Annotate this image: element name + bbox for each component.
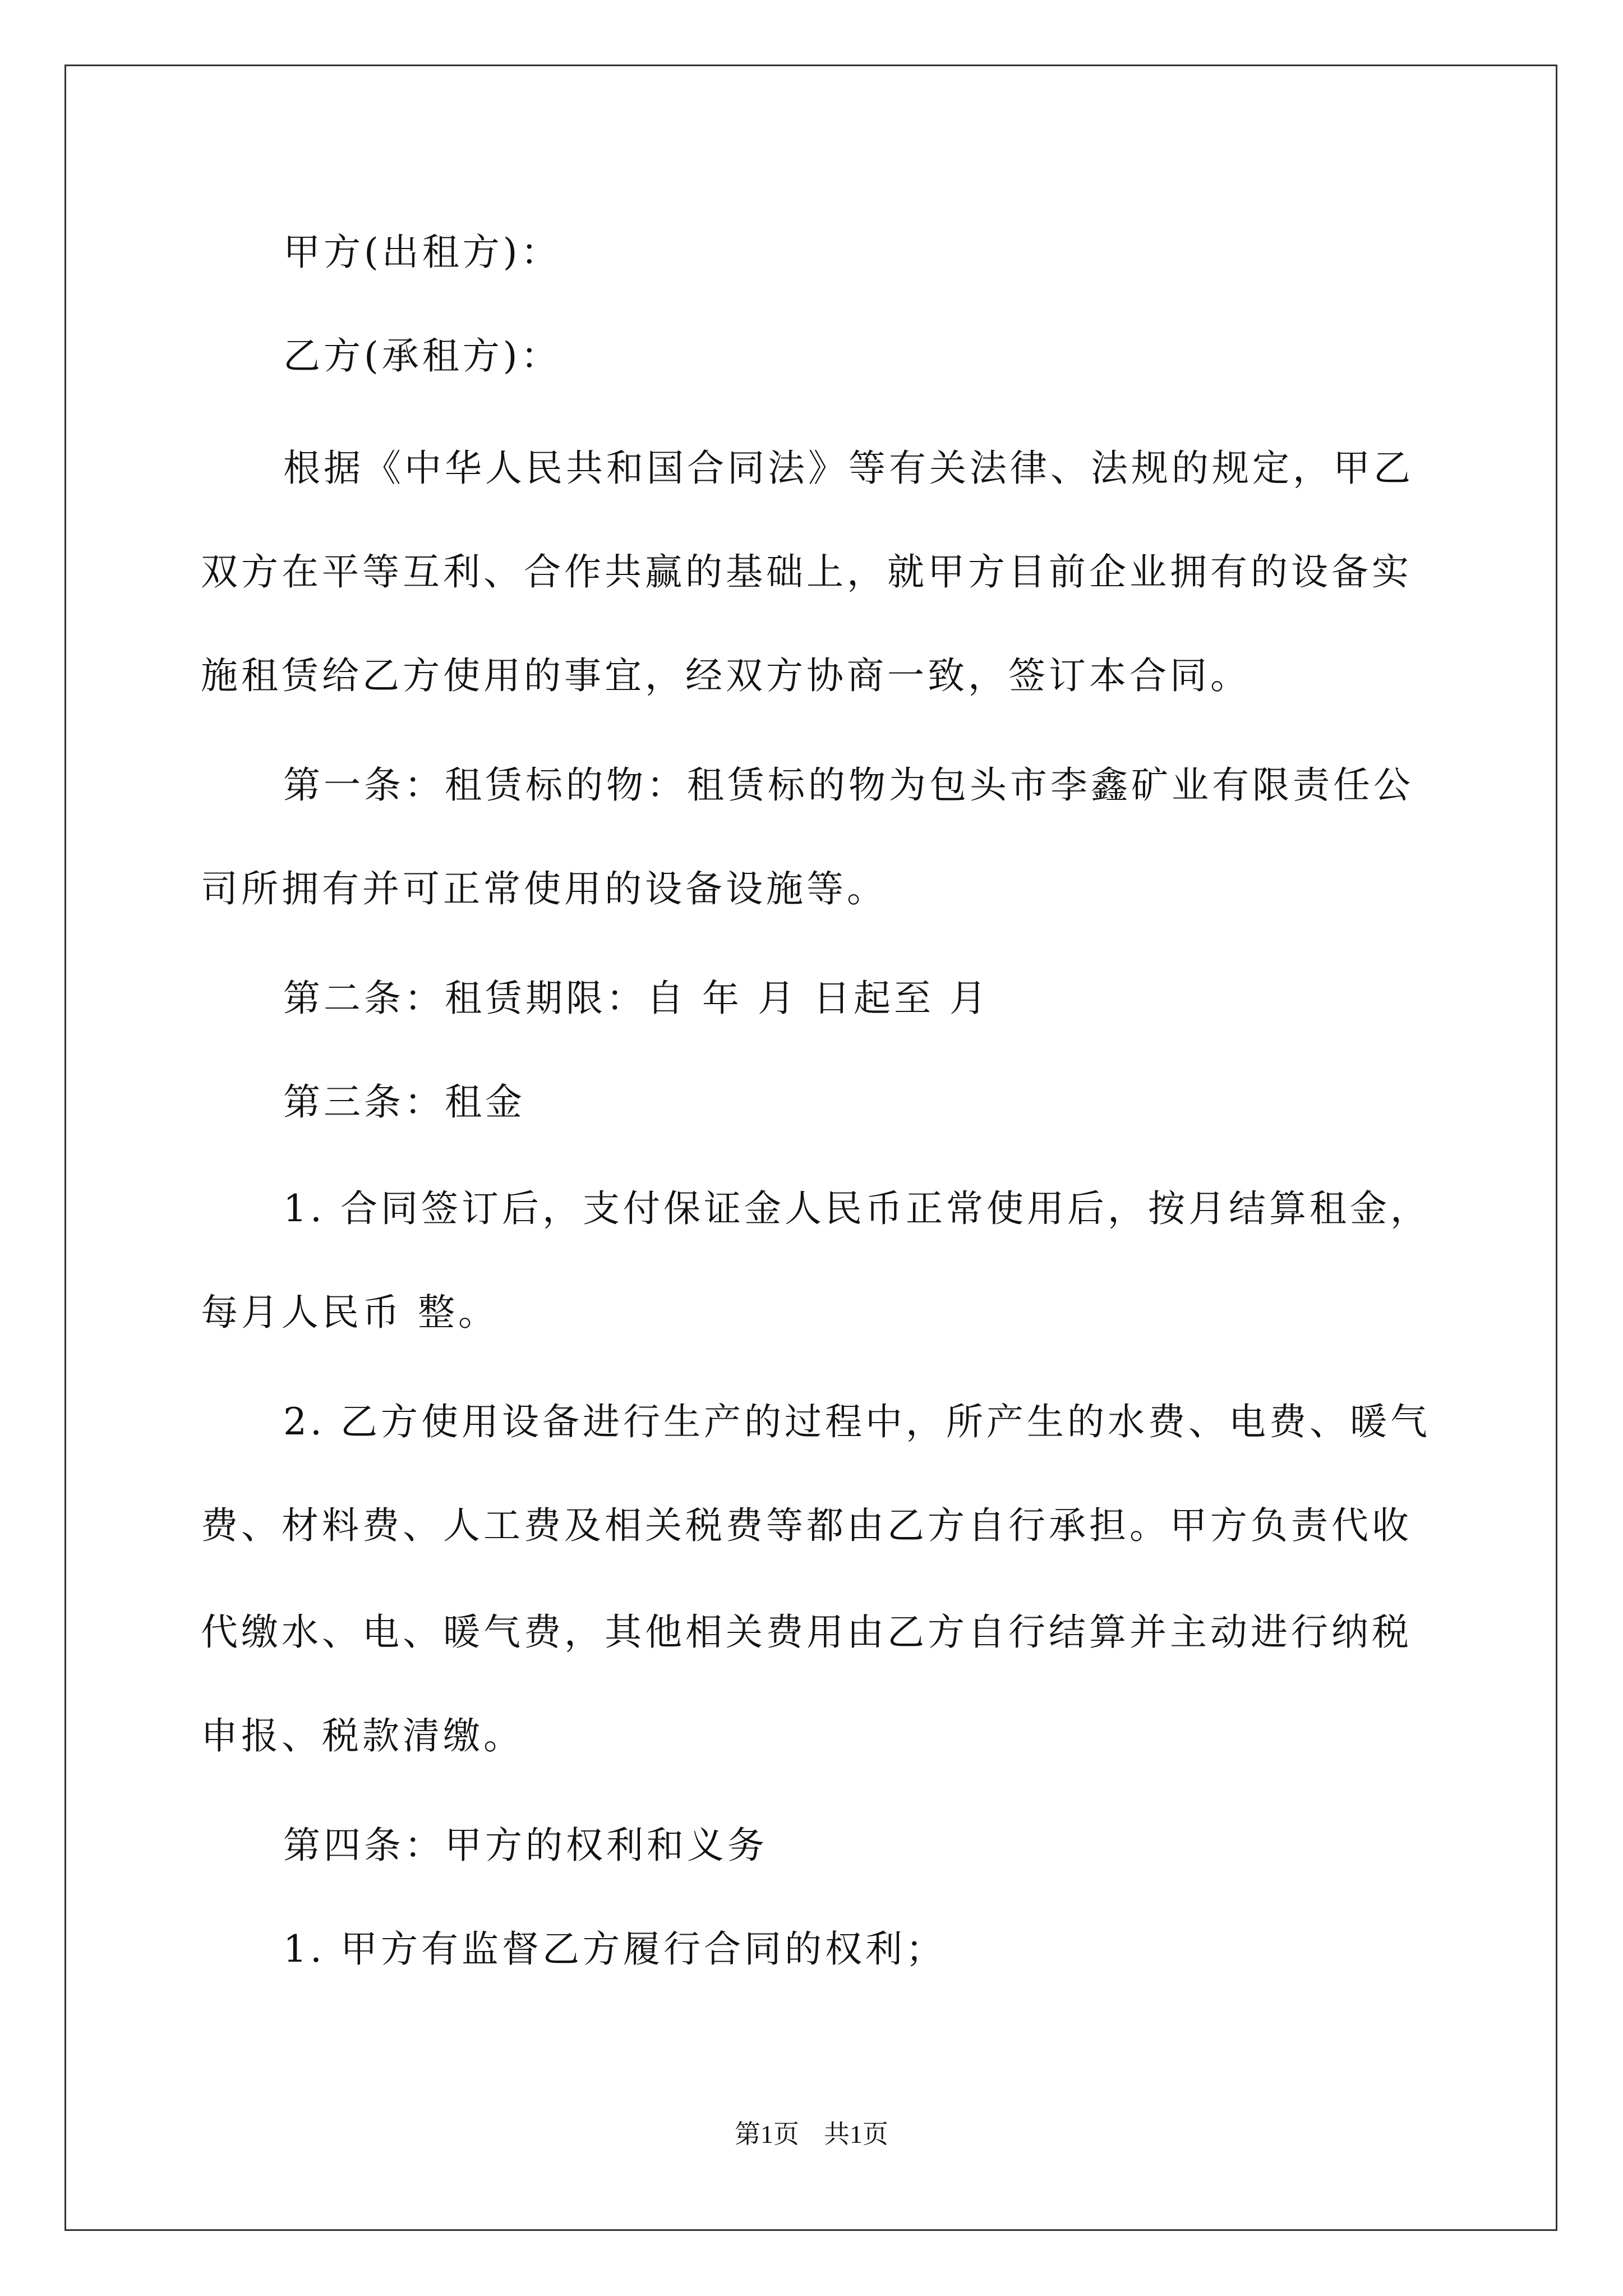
party-a-label: 甲方(出租方)： [283, 231, 561, 274]
page-footer [0, 2118, 1623, 2151]
article-3-item-2-line-2: 费、材料费、人工费及相关税费等都由乙方自行承担。甲方负责代收 [201, 1504, 1412, 1547]
article-3-item-2-line-3: 代缴水、电、暖气费，其他相关费用由乙方自行结算并主动进行纳税 [201, 1611, 1412, 1654]
article-3-item-2-line-1: 2. 乙方使用设备进行生产的过程中，所产生的水费、电费、暖气 [283, 1400, 1431, 1443]
preamble-line-3: 施租赁给乙方使用的事宜，经双方协商一致，签订本合同。 [201, 654, 1251, 697]
article-2-line: 第二条：租赁期限：自 年 月 日起至 月 [283, 977, 990, 1020]
preamble-line-1: 根据《中华人民共和国合同法》等有关法律、法规的规定，甲乙 [283, 447, 1414, 490]
article-1-line-1: 第一条：租赁标的物：租赁标的物为包头市李鑫矿业有限责任公 [283, 763, 1414, 807]
party-b-label: 乙方(承租方)： [283, 334, 561, 378]
page-number-current: 第1页 [735, 2120, 799, 2148]
article-4-item-1: 1. 甲方有监督乙方履行合同的权利； [283, 1927, 946, 1971]
article-3-item-1-line-2: 每月人民币 整。 [201, 1291, 499, 1334]
article-4-heading: 第四条：甲方的权利和义务 [283, 1824, 768, 1867]
article-3-item-1-line-1: 1. 合同签订后，支付保证金人民币正常使用后，按月结算租金， [283, 1187, 1431, 1230]
page-border [64, 65, 1557, 2231]
article-3-heading: 第三条：租金 [283, 1080, 525, 1124]
page-number-total: 共1页 [824, 2120, 888, 2148]
article-1-line-2: 司所拥有并可正常使用的设备设施等。 [201, 867, 887, 910]
article-3-item-2-line-4: 申报、税款清缴。 [201, 1714, 524, 1757]
preamble-line-2: 双方在平等互利、合作共赢的基础上，就甲方目前企业拥有的设备实 [201, 550, 1412, 593]
